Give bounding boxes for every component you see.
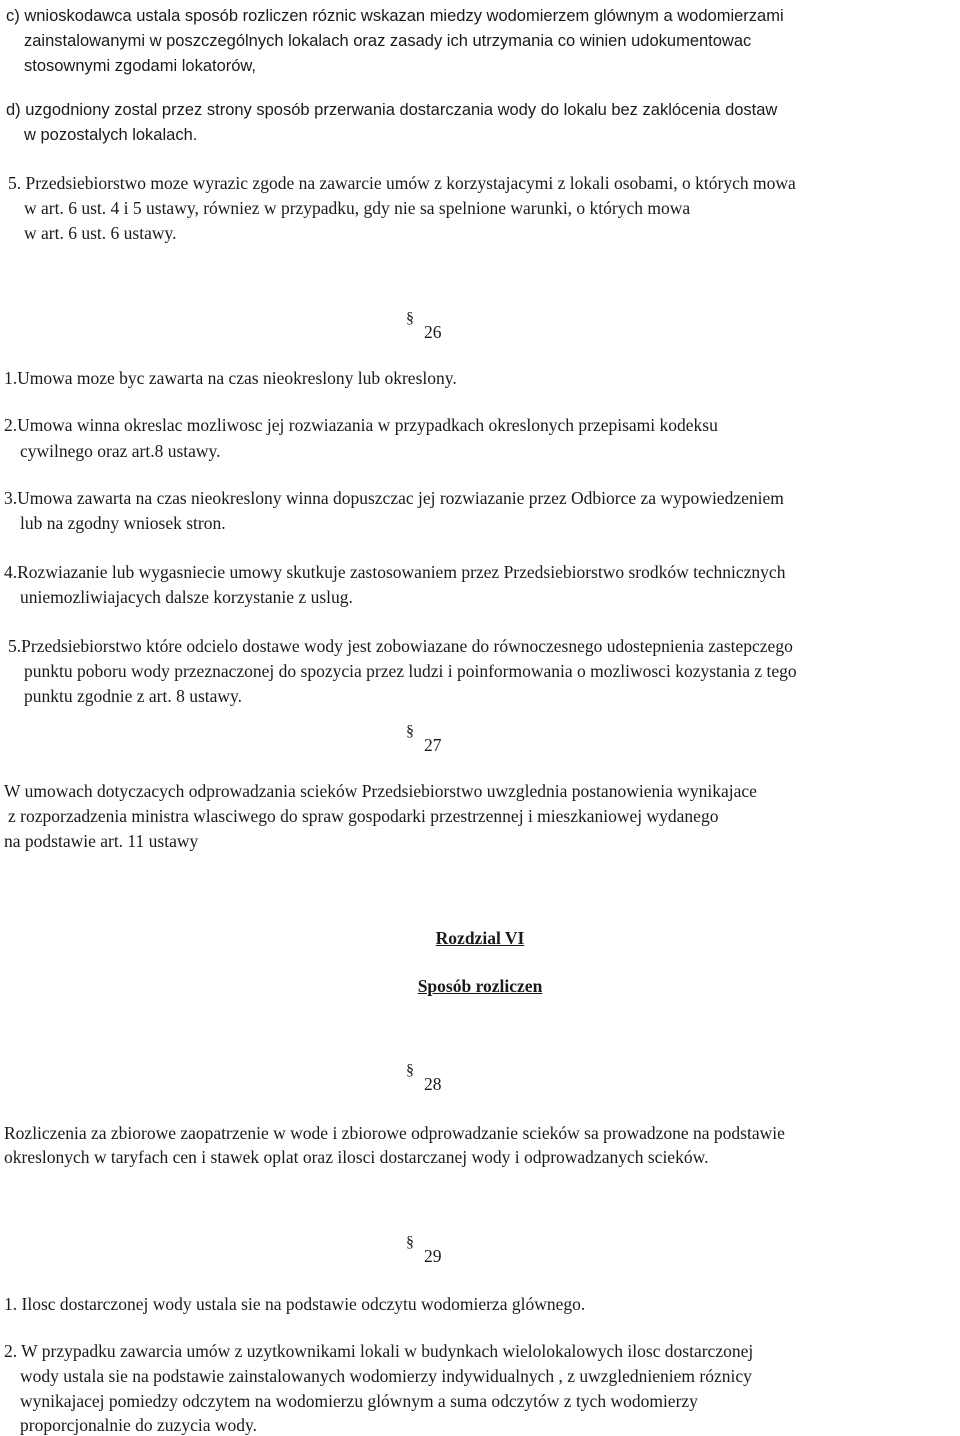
point-5-line-2: w art. 6 ust. 4 i 5 ustawy, równiez w przypadku, gdy nie sa spelnione warunki, o których mowa <box>24 198 691 218</box>
point-5-line-3: w art. 6 ust. 6 ustawy. <box>24 223 177 243</box>
s26-item-1: 1.Umowa moze byc zawarta na czas nieokreslony lub okreslony. <box>4 368 457 388</box>
s26-item-4-line-1: 4.Rozwiazanie lub wygasniecie umowy skutkuje zastosowaniem przez Przedsiebiorstwo srodków technicznych <box>4 562 786 582</box>
s26-item-2-line-2: cywilnego oraz art.8 ustawy. <box>20 441 221 461</box>
item-c-line-2: zainstalowanymi w poszczególnych lokalach oraz zasady ich utrzymania co winien udokumentowac <box>24 32 752 50</box>
s29-item-2-line-4: proporcjonalnie do zuzycia wody. <box>20 1415 257 1435</box>
s26-item-3-line-1: 3.Umowa zawarta na czas nieokreslony winna dopuszczac jej rozwiazanie przez Odbiorce za wypowiedzeniem <box>4 488 784 508</box>
s26-item-3-line-2: lub na zgodny wniosek stron. <box>20 513 226 533</box>
point-5-line-1: 5. Przedsiebiorstwo moze wyrazic zgode na zawarcie umów z korzystajacymi z lokali osobami, o których mowa <box>8 173 796 193</box>
section-29-heading <box>406 1234 442 1268</box>
section-26-heading <box>406 310 442 344</box>
section-marker: § <box>406 1062 414 1079</box>
section-28-heading <box>406 1062 442 1096</box>
s26-item-5-line-2: punktu poboru wody przeznaczonej do spozycia przez ludzi i poinformowania o mozliwosci kozystania z tego <box>24 661 797 681</box>
s27-line-2: z rozporzadzenia ministra wlasciwego do spraw gospodarki przestrzennej i mieszkaniowej wydanego <box>8 806 719 826</box>
section-number: 28 <box>424 1074 442 1094</box>
s27-line-3: na podstawie art. 11 ustawy <box>4 831 199 851</box>
s26-item-4-line-2: uniemozliwiajacych dalsze korzystanie z uslug. <box>20 587 353 607</box>
s26-item-5-line-1: 5.Przedsiebiorstwo które odcielo dostawe wody jest zobowiazane do równoczesnego udostepnienia zastepczego <box>8 636 793 656</box>
chapter-subtitle: Sposób rozliczen <box>417 976 543 996</box>
chapter-title: Rozdzial VI <box>435 928 525 948</box>
s26-item-5-line-3: punktu zgodnie z art. 8 ustawy. <box>24 686 243 706</box>
section-27-heading <box>406 723 442 757</box>
section-marker: § <box>406 310 414 327</box>
s28-line-1: Rozliczenia za zbiorowe zaopatrzenie w wode i zbiorowe odprowadzanie scieków sa prowadzone na podstawie <box>4 1123 785 1143</box>
item-c-line-3: stosownymi zgodami lokatorów, <box>24 57 257 75</box>
section-marker: § <box>406 723 414 740</box>
section-marker: § <box>406 1234 414 1251</box>
section-number: 27 <box>424 735 442 755</box>
s27-line-1: W umowach dotyczacych odprowadzania scieków Przedsiebiorstwo uwzglednia postanowienia wynikajace <box>4 781 757 801</box>
item-d-line-2: w pozostalych lokalach. <box>24 126 198 144</box>
item-d-line-1: d) uzgodniony zostal przez strony sposób przerwania dostarczania wody do lokalu bez zaklócenia dostaw <box>6 101 778 119</box>
item-c-line-1: c) wnioskodawca ustala sposób rozliczen róznic wskazan miedzy wodomierzem glównym a wodomierzami <box>6 7 784 25</box>
s26-item-2-line-1: 2.Umowa winna okreslac mozliwosc jej rozwiazania w przypadkach okreslonych przepisami kodeksu <box>4 415 718 435</box>
s29-item-2-line-1: 2. W przypadku zawarcia umów z uzytkownikami lokali w budynkach wielolokalowych ilosc dostarczonej <box>4 1341 754 1361</box>
section-number: 29 <box>424 1246 442 1266</box>
s29-item-1: 1. Ilosc dostarczonej wody ustala sie na podstawie odczytu wodomierza glównego. <box>4 1294 586 1314</box>
s28-line-2: okreslonych w taryfach cen i stawek oplat oraz ilosci dostarczanej wody i odprowadzanych scieków. <box>4 1147 709 1167</box>
s29-item-2-line-3: wynikajacej pomiedzy odczytem na wodomierzu glównym a suma odczytów z tych wodomierzy <box>20 1391 698 1411</box>
s29-item-2-line-2: wody ustala sie na podstawie zainstalowanych wodomierzy indywidualnych , z uwzglednieniem róznicy <box>20 1366 752 1386</box>
section-number: 26 <box>424 322 442 342</box>
